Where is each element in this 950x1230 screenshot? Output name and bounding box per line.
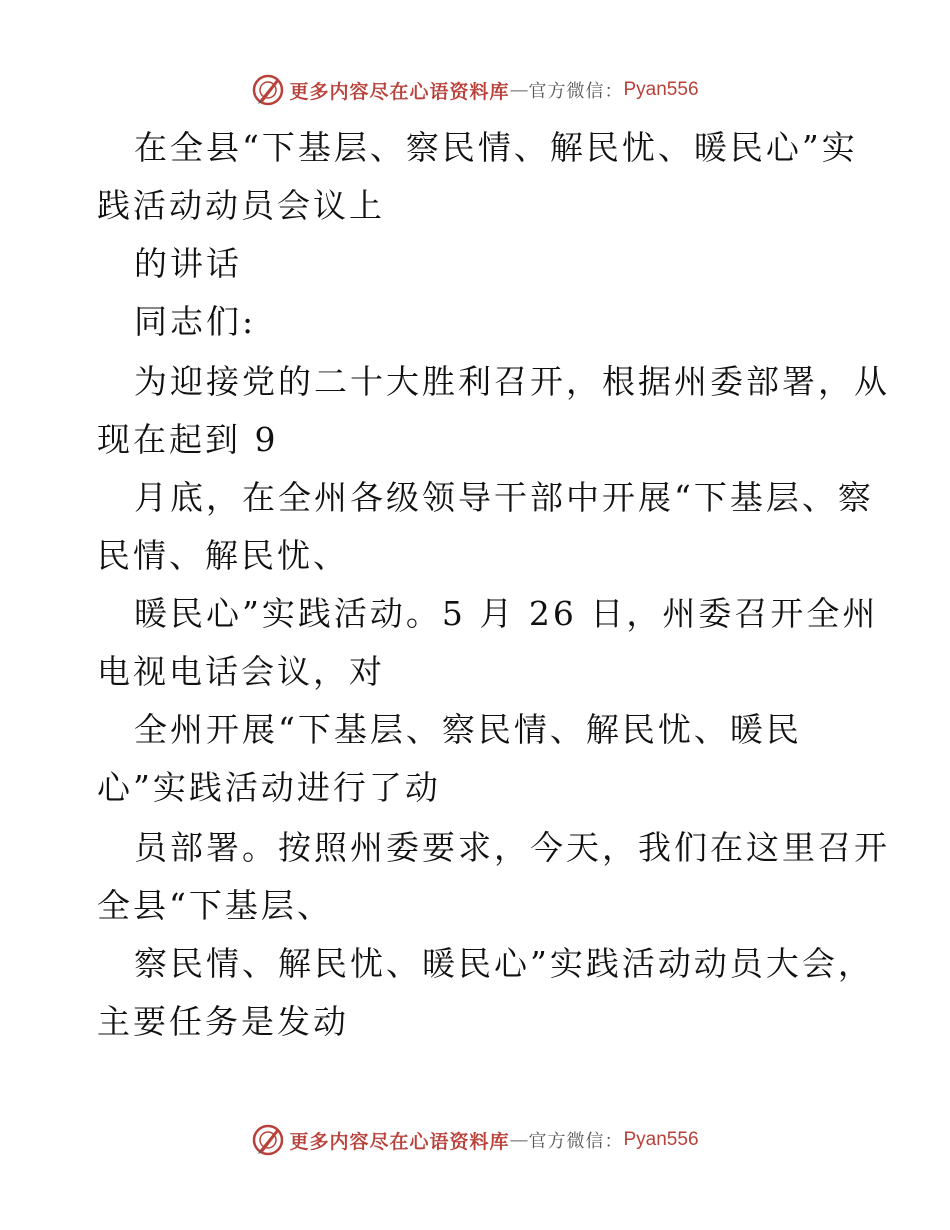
watermark-dash: —: [509, 79, 529, 101]
watermark-text: 更多内容尽在心语资料库: [289, 80, 510, 103]
paragraph-line: 主要任务是发动: [97, 1002, 349, 1041]
paragraph-line: 全州开展“下基层、察民情、解民忧、暖民: [134, 710, 802, 749]
paragraph-line: 月底，在全州各级领导干部中开展“下基层、察: [134, 478, 874, 517]
watermark-wechat-label: 官方微信：: [528, 1131, 624, 1152]
paragraph-line: 民情、解民忧、: [97, 536, 349, 575]
paragraph-line: 心”实践活动进行了动: [97, 768, 441, 807]
watermark-dash: —: [509, 1129, 529, 1151]
watermark-wechat-id: Pyan556: [623, 1129, 699, 1150]
watermark-text: 更多内容尽在心语资料库: [289, 1130, 510, 1153]
header-watermark: [0, 70, 950, 110]
paragraph-line: 员部署。按照州委要求，今天，我们在这里召开: [134, 828, 890, 867]
quill-pen-logo-icon: [251, 73, 285, 107]
paragraph-line: 暖民心”实践活动。5 月 26 日，州委召开全州: [134, 594, 879, 633]
paragraph-line: 为迎接党的二十大胜利召开，根据州委部署，从: [134, 362, 890, 401]
watermark-wechat-id: Pyan556: [623, 79, 699, 100]
title-line-1: 在全县“下基层、察民情、解民忧、暖民心”实: [134, 128, 858, 167]
paragraph-line: 现在起到 9: [97, 420, 279, 459]
watermark-wechat-label: 官方微信：: [528, 81, 624, 102]
salutation: 同志们:: [134, 302, 257, 341]
title-line-2: 践活动动员会议上: [97, 186, 385, 225]
paragraph-line: 察民情、解民忧、暖民心”实践活动动员大会，: [134, 944, 874, 983]
paragraph-line: 电视电话会议，对: [97, 652, 385, 691]
quill-pen-logo-icon: [251, 1123, 285, 1157]
footer-watermark: [0, 1120, 950, 1160]
title-line-3: 的讲话: [134, 244, 242, 283]
paragraph-line: 全县“下基层、: [97, 886, 333, 925]
